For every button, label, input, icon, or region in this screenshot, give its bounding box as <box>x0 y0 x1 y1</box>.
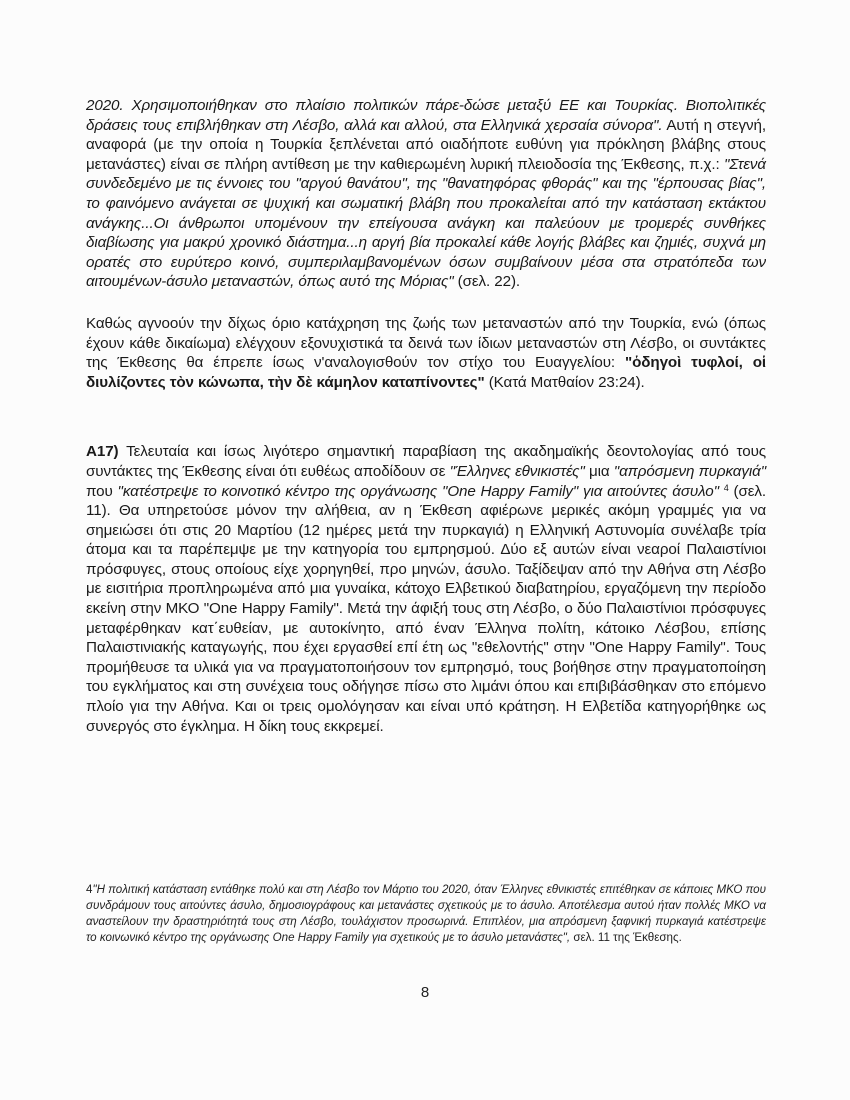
body-text: Αυτή η στεγνή, αναφορά (με την οποία η Τουρκία ξεπλένεται από οιαδήποτε ευθύνη για πρόκληση βλάβης στους μετανάστες) είναι σε πλήρη αντίθεση με την καθιερωμένη λυρική πλειοδοσία της Έκθεσης, π.χ.: <box>86 116 766 173</box>
quote-text: "Έλληνες εθνικιστές" <box>449 462 585 480</box>
quote-text: "Στενά συνδεδεμένο με τις έννοιες του "αργού θανάτου", της "θανατηφόρας φθοράς" και της "έρπουσας βίας", το φαινόμενο ανάγεται σε ψυχική και σωματική βλάβη που προκαλείται από την κατάσταση εκτάκτου ανάγκης...Οι άνθρωποι υπομένουν την επείγουσα ανάγκη και παλεύουν με τρομερές συνθήκες διαβίωσης για μακρύ χρονικό διάστημα...η αργή βία προκαλεί κάθε λογής βλάβες και ζημιές, συχνά μη ορατές στο ευρύτερο κοινό, συμπεριλαμβανομένων όσων συμβαίνουν μέσα στα στρατόπεδα των αιτουμένων-άσυλο μεταναστών, όπως αυτό της Μόριας" <box>86 155 766 291</box>
body-text: (σελ. 11). Θα υπηρετούσε μόνον την αλήθεια, αν η Έκθεση αφιέρωνε μερικές ακόμη γραμμές για να σημειώσει ότι στις 20 Μαρτίου (12 ημέρες μετά την πυρκαγιά) η Ελληνική Αστυνομία συνέλαβε τρία άτομα και τα παρέπεμψε με την κατηγορία του εμπρησμού. Δύο εξ αυτών είναι νεαροί Παλαιστίνιοι πρόσφυγες, στους οποίους είχε χορηγηθεί, προ μηνών, άσυλο. Ταξίδεψαν από την Αθήνα στη Λέσβο με εισιτήρια προπληρωμένα από μια γυναίκα, κάτοχο Ελβετικού διαβατηρίου, εργαζόμενη την περίοδο εκείνη στην ΜΚΟ "One Happy Family". Μετά την άφιξή τους στη Λέσβο, ο δύο Παλαιστίνιοι πρόσφυγες μεταφέρθηκαν κατ΄ευθείαν, με αυτοκίνητο, από έναν Έλληνα πολίτη, κάτοικο Λέσβου, επίσης Παλαιστινιακής καταγωγής, που έχει εργασθεί επί έτη ως "εθελοντής" στην "One Happy Family". Τους προμήθευσε τα υλικά για να πραγματοποιήσουν τον εμπρησμό, τους βοήθησε στην πραγματοποίηση του εγκλήματος και στη συνέχεια τους οδήγησε πίσω στο λιμάνι όπου και επιβιβάσθηκαν στο επόμενο πλοίο για την Αθήνα. Και οι τρεις ομολόγησαν και είναι υπό κράτηση. Η Ελβετίδα κατηγορήθηκε ως συνεργός στο έγκλημα. Η δίκη τους εκκρεμεί. <box>86 482 767 735</box>
quote-text: 2020. Χρησιμοποιήθηκαν στο πλαίσιο πολιτικών πάρε-δώσε μεταξύ ΕΕ και Τουρκίας. Βιοπολιτικές δράσεις τους επιβλήθηκαν στη Λέσβο, αλλά και αλλού, στα Ελληνικά χερσαία σύνορα". <box>86 97 766 134</box>
footnote-marker: 4 <box>723 482 729 493</box>
paragraph-a17 <box>86 442 766 736</box>
body-text: Τελευταία και ίσως λιγότερο σημαντική παραβίαση της ακαδημαϊκής δεοντολογίας από τους συντάκτες της Έκθεσης είναι ότι ευθέως αποδίδουν σε <box>86 443 766 480</box>
page-body <box>86 96 766 736</box>
quote-text: "απρόσμενη πυρκαγιά" <box>613 462 766 480</box>
body-text: Καθώς αγνοούν την δίχως όριο κατάχρηση της ζωής των μεταναστών από την Τουρκία, ενώ (όπως έχουν κάθε δικαίωμα) ελέγχουν εξονυχιστικά τα δεινά των ίδιων μεταναστών στη Λέσβο, οι συντάκτες της Έκθεσης θα έπρεπε ίσως ν'αναλογισθούν τον στίχο του Ευαγγελίου: <box>86 314 766 372</box>
gospel-quote: "ὁδηγοὶ τυφλοί, οἱ διυλίζοντες τὸν κώνωπα, τὴν δὲ κάμηλον καταπίνοντες" <box>86 354 766 391</box>
paragraph-quote-report <box>86 96 766 292</box>
page-reference: (σελ. 22). <box>453 273 521 291</box>
body-text: μια <box>584 462 614 480</box>
gospel-reference: (Κατά Ματθαίον 23:24). <box>484 373 645 391</box>
paragraph-gospel <box>86 314 766 392</box>
footnote <box>86 882 766 946</box>
footnote-number: 4 <box>86 883 93 896</box>
footnote-reference: σελ. 11 της Έκθεσης. <box>570 931 682 944</box>
quote-text: "κατέστρεψε το κοινοτικό κέντρο της οργάνωσης "One Happy Family" για αιτούντες άσυλο" <box>117 482 719 500</box>
body-text: που <box>86 482 118 500</box>
section-label: Α17) <box>86 443 119 461</box>
footnote-text: "Η πολιτική κατάσταση εντάθηκε πολύ και στη Λέσβο τον Μάρτιο του 2020, όταν Έλληνες εθνικιστές επιτέθηκαν σε κάποιες ΜΚΟ που συνδράμουν τους αιτούντες άσυλο, δημοσιογράφους και μετανάστες σχετικούς με το άσυλο. Αποτέλεσμα αυτού ήταν πολλές ΜΚΟ να αναστείλουν την δραστηριότητά τους στη Λέσβο, τουλάχιστον προσωρινά. Επιπλέον, μια απρόσμενη ξαφνική πυρκαγιά κατέστρεψε το κοινωνικό κέντρο της οργάνωσης One Happy Family για σχετικούς με το άσυλο μετανάστες", <box>86 883 766 944</box>
page-number: 8 <box>420 984 430 1001</box>
